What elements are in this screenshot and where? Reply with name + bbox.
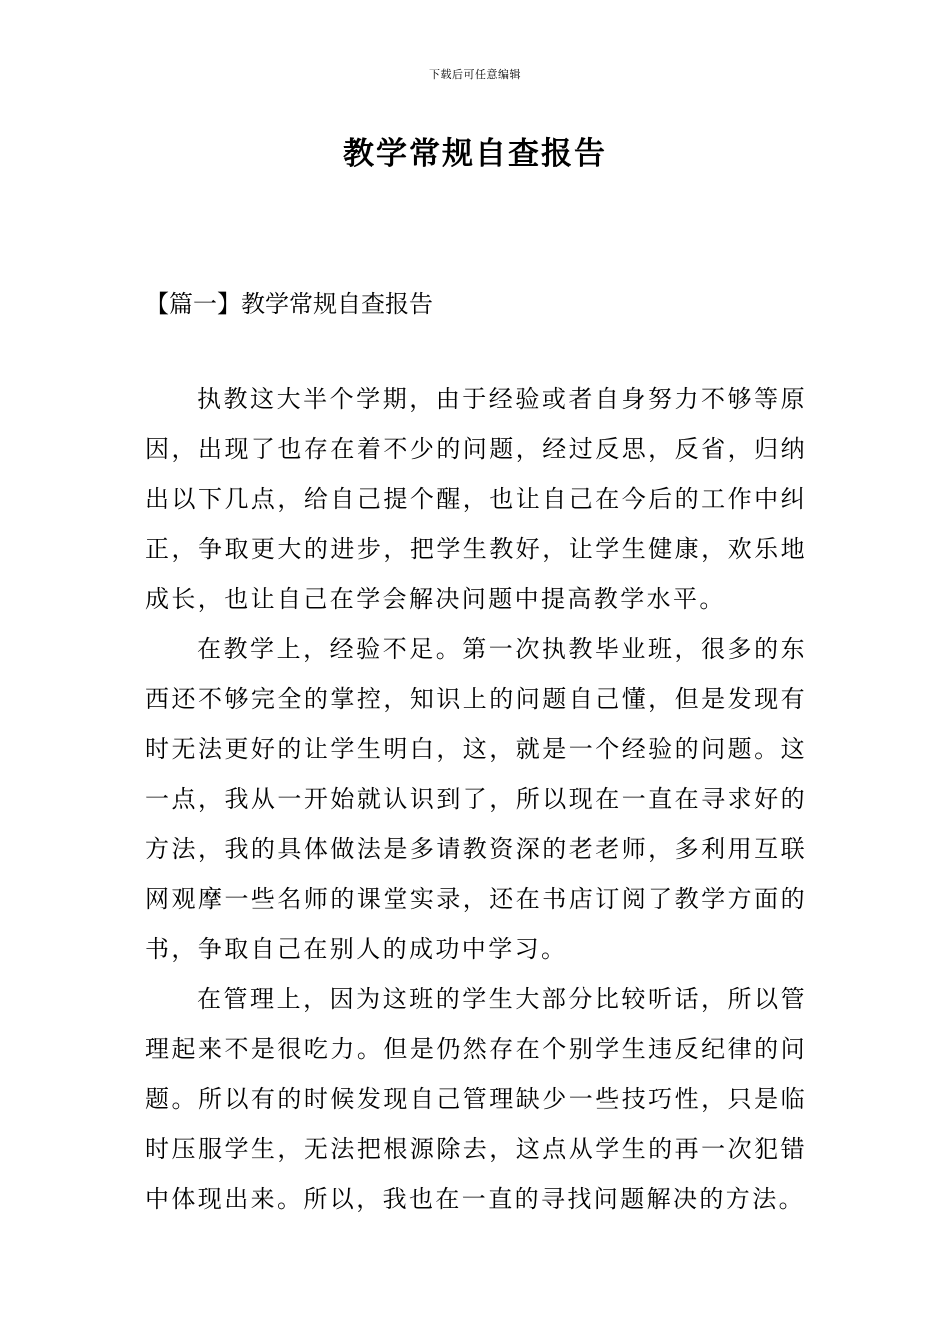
paragraph-1: 执教这大半个学期，由于经验或者自身努力不够等原因，出现了也存在着不少的问题，经过反思，反省，归纳出以下几点，给自己提个醒，也让自己在今后的工作中纠正，争取更大的进步，把学生教好，让学生健康，欢乐地成长，也让自己在学会解决问题中提高教学水平。 [145,385,807,613]
body-text [145,374,807,1224]
paragraph-2: 在教学上，经验不足。第一次执教毕业班，很多的东西还不够完全的掌控，知识上的问题自己懂，但是发现有时无法更好的让学生明白，这，就是一个经验的问题。这一点，我从一开始就认识到了，所以现在一直在寻求好的方法，我的具体做法是多请教资深的老老师，多利用互联网观摩一些名师的课堂实录，还在书店订阅了教学方面的书，争取自己在别人的成功中学习。 [145,635,807,963]
header-note: 下载后可任意编辑 [429,68,521,81]
document-title: 教学常规自查报告 [343,136,607,172]
section-heading: 【篇一】教学常规自查报告 [145,290,433,318]
paragraph-3: 在管理上，因为这班的学生大部分比较听话，所以管理起来不是很吃力。但是仍然存在个别学生违反纪律的问题。所以有的时候发现自己管理缺少一些技巧性，只是临时压服学生，无法把根源除去，这点从学生的再一次犯错中体现出来。所以，我也在一直的寻找问题解决的方法。 [145,985,807,1213]
